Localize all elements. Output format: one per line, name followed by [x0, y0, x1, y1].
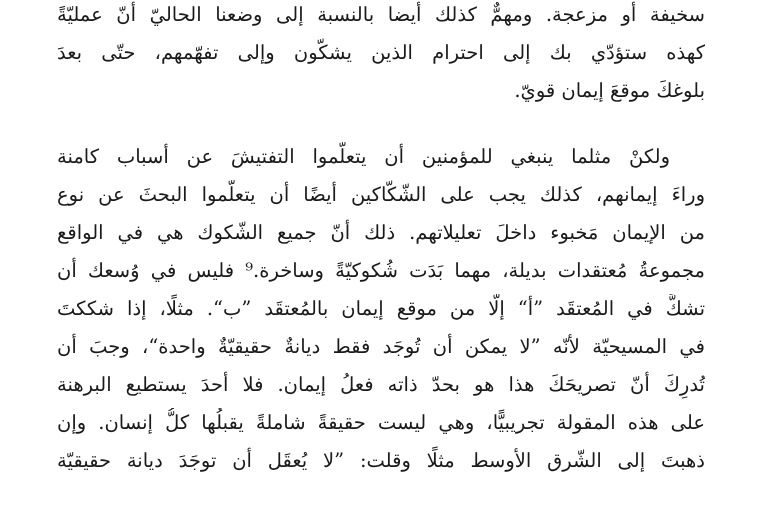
paragraph-2-line-9: ذهبتَ إلى الشّرق الأوسط مثلًا وقلت: ”لا يُعقَل أن توجَدَ ديانة حقيقيّة: [57, 449, 705, 472]
paragraph-2-line-5: تشكَّ في المُعتقَد ”أ“ إلّا من موقع إيمان بالمُعتقَد ”ب“. مثلًا، إذا شككتَ: [57, 297, 705, 320]
paragraph-1-line-3: بلوغكَ موقعَ إيمان قويّ.: [514, 79, 705, 102]
paragraph-2-line-3: من الإيمان مَخبوء داخلَ تعليلاتهم. ذلك أنّ جميع الشّكوك هي في الواقع: [57, 221, 705, 244]
paragraph-2-line-7: تُدرِكَ أنّ تصريحَكَ هذا هو بحدّ ذاته فعلُ إيمان. فلا أحدَ يستطيع البرهنة: [57, 373, 705, 396]
paragraph-2-line-1: ولكنْ مثلما ينبغي للمؤمنين أن يتعلّموا التفتيشَ عن أسباب كامنة: [57, 145, 670, 168]
paragraph-1-line-1: سخيفة أو مزعجة. ومهمٌّ كذلك أيضا بالنسبة إلى وضعنا الحاليّ أنّ عمليّةً: [57, 3, 705, 26]
paragraph-2-line-2: وراءَ إيمانهم، كذلك يجب على الشّكّاكين أيضًا أن يتعلّموا البحثَ عن نوع: [57, 183, 705, 206]
paragraph-2-line-8: على هذه المقولة تجريبيًّا، وهي ليست حقيقةً شاملةً يقبلُها كلُّ إنسان. وإن: [57, 411, 705, 434]
paragraph-2-line-6: في المسيحيّة لأنّه ”لا يمكن أن تُوجَد فقط ديانةٌ حقيقيّةٌ واحدة“، وجبَ أن: [57, 335, 705, 358]
paragraph-2-line-4: مجموعةُ مُعتقدات بديلة، مهما بَدَت شُكوكيّةً وساخرة.⁹ فليس في وُسعك أن: [57, 259, 705, 282]
paragraph-1-line-2: كهذه ستؤدّي بك إلى احترام الذين يشكّون وإلى تفهّمهم، حتّى بعدَ: [57, 41, 705, 64]
